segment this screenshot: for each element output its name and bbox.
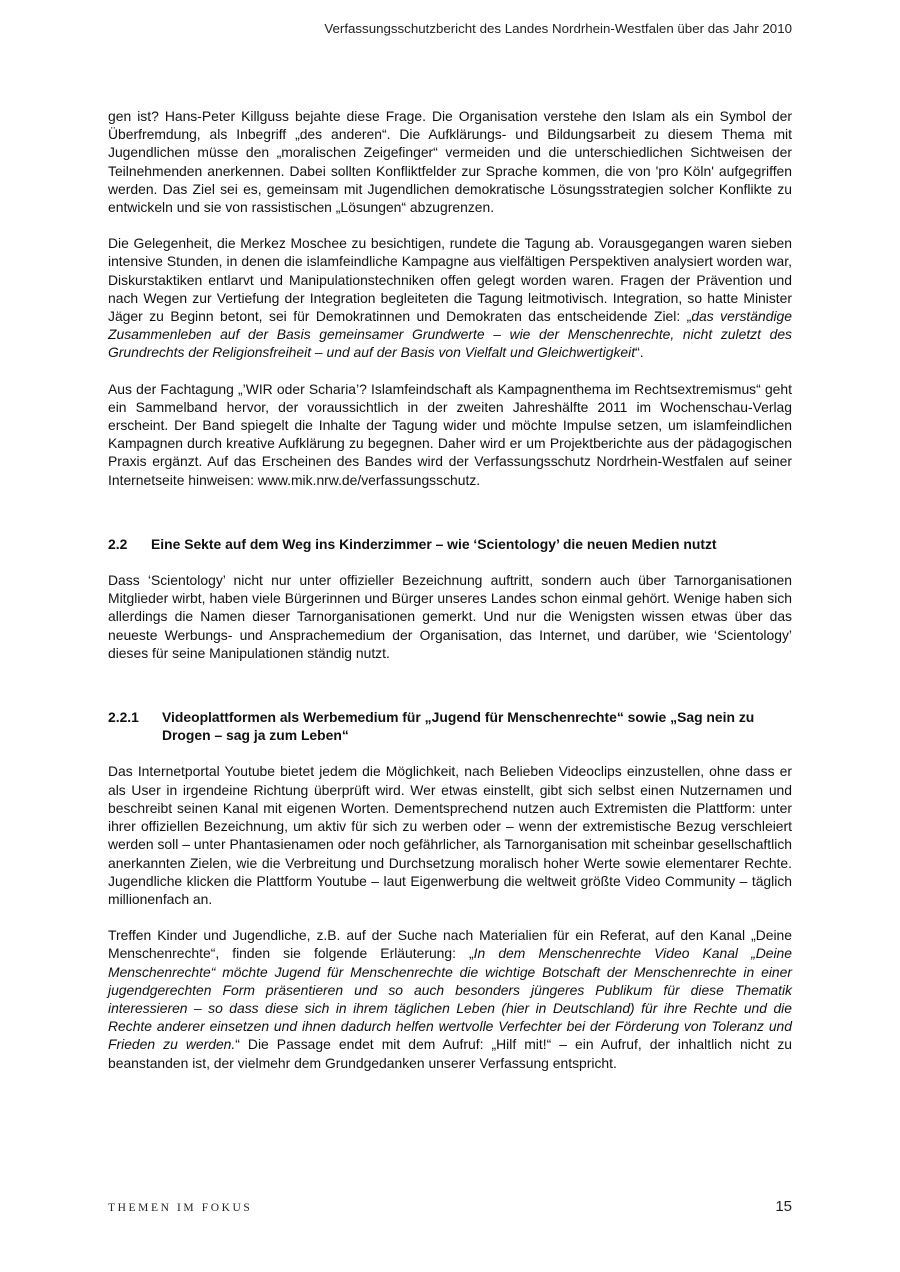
- paragraph-text: Treffen Kinder und Jugendliche, z.B. auf der Suche nach Materialien für ein Referat, auf den Kanal „Deine Menschenrechte“, finden sie folgende Erläuterung: „: [108, 927, 792, 962]
- subsection-heading: [108, 708, 792, 744]
- page-number: 15: [775, 1198, 792, 1215]
- section-title: Eine Sekte auf dem Weg ins Kinderzimmer – wie ‘Scientology’ die neuen Medien nutzt: [151, 535, 717, 552]
- section-heading: [108, 535, 792, 553]
- paragraph: Dass ‘Scientology’ nicht nur unter offizieller Bezeichnung auftritt, sondern auch über Tarnorganisationen Mitglieder wirbt, haben viele Bürgerinnen und Bürger unseres Landes schon einmal gehört. Wenige haben sich allerdings die Namen dieser Tarnorganisationen gemerkt. Und nur die Wenigsten wissen etwas über das neueste Werbungs- und Ansprachemedium der Organisation, das Internet, und darüber, wie ‘Scientology’ dieses für seine Manipulationen ständig nutzt.: [108, 572, 792, 661]
- paragraph: Das Internetportal Youtube bietet jedem die Möglichkeit, nach Belieben Videoclips einzustellen, ohne dass er als User in irgendeine Richtung überprüft wird. Wer etwas einstellt, gibt sich selbst einen Nutzernamen und beschreibt seinen Kanal mit eigenen Worten. Dementsprechend nutzen auch Extremisten die Plattform: unter ihrer offiziellen Bezeichnung, um aktiv für sich zu werben oder – wenn der extremistische Bezug verschleiert werden soll – unter Phantasienamen oder noch gefährlicher, als Tarnorganisation mit scheinbar gesellschaftlich anerkannten Zielen, wie die Verbreitung und Durchsetzung moralisch hoher Werte sowie elementarer Rechte. Jugendliche klicken die Plattform Youtube – laut Eigenwerbung die weltweit größte Video Community – täglich millionenfach an.: [108, 763, 792, 907]
- paragraph: Aus der Fachtagung „’WIR oder Scharia’? Islamfeindschaft als Kampagnenthema im Rechtsextremismus“ geht ein Sammelband hervor, der voraussichtlich in der zweiten Jahreshälfte 2011 im Wochenschau-Verlag erscheint. Der Band spiegelt die Inhalte der Tagung wider und möchte Impulse setzen, um islamfeindlichen Kampagnen durch kreative Aufklärung zu begegnen. Daher wird er um Projektberichte aus der pädagogischen Praxis ergänzt. Auf das Erscheinen des Bandes wird der Verfassungsschutz Nordrhein-Westfalen auf seiner Internetseite hinweisen: www.mik.nrw.de/verfassungsschutz.: [108, 380, 792, 488]
- subsection-number: 2.2.1: [108, 709, 139, 726]
- paragraph: gen ist? Hans-Peter Killguss bejahte diese Frage. Die Organisation verstehe den Islam als ein Symbol der Überfremdung, als Inbegriff „des anderen“. Die Aufklärungs- und Bildungsarbeit zu diesem Thema mit Jugendlichen müsse den „moralischen Zeigefinger“ vermeiden und die unterschiedlichen Sichtweisen der Teilnehmenden anerkennen. Dabei sollten Konfliktfelder zur Sprache kommen, die von 'pro Köln' aufgegriffen werden. Das Ziel sei es, gemeinsam mit Jugendlichen demokratische Lösungsstrategien solcher Konflikte zu entwickeln und sie von rassistischen „Lösungen“ abzugrenzen.: [108, 108, 792, 216]
- paragraph-text: “.: [635, 344, 644, 361]
- quote-text: das verständige Zusammenleben auf der Basis gemeinsamer Grundwerte – wie der Menschenrechte, nicht zuletzt des Grundrechts der Religionsfreiheit – und auf der Basis von Vielfalt und Gleichwertigkeit: [108, 308, 792, 361]
- paragraph-text: Die Gelegenheit, die Merkez Moschee zu besichtigen, rundete die Tagung ab. Vorausgegangen waren sieben intensive Stunden, in denen die islamfeindliche Kampagne aus vielfältigen Perspektiven analysiert worden war, Diskurstaktiken entlarvt und Manipulationstechniken offen gelegt worden waren. Fragen der Prävention und nach Wegen zur Vertiefung der Integration begleiteten die Tagung leitmotivisch. Integration, so hatte Minister Jäger zu Beginn betont, sei für Demokratinnen und Demokraten das entscheidende Ziel: „: [108, 235, 792, 325]
- quote-text: In dem Menschenrechte Video Kanal „Deine Menschenrechte“ möchte Jugend für Menschenrechte die wichtige Botschaft der Menschenrechte in einer jugendgerechten Form präsentieren und so auch besonders jüngeres Publikum für diese Thematik interessieren – so dass diese sich in ihrem täglichen Leben (hier in Deutschland) für ihre Rechte und die Rechte anderer einsetzen und ihnen dadurch helfen wertvolle Verfechter bei der Förderung von Toleranz und Frieden zu werden.: [108, 945, 792, 1053]
- main-content: [108, 107, 792, 1090]
- subsection-title: Videoplattformen als Werbemedium für „Jugend für Menschenrechte“ sowie „Sag nein zu Drogen – sag ja zum Leben“: [162, 709, 755, 744]
- paragraph-text: “ Die Passage endet mit dem Aufruf: „Hilf mit!“ – ein Aufruf, der inhaltlich nicht zu beanstanden ist, der vielmehr dem Grundgedanken unserer Verfassung entspricht.: [108, 1036, 793, 1071]
- running-header: Verfassungsschutzbericht des Landes Nordrhein-Westfalen über das Jahr 2010: [324, 21, 792, 36]
- footer-section-label: THEMEN IM FOKUS: [108, 1202, 253, 1214]
- paragraph: [108, 926, 792, 1072]
- section-number: 2.2: [108, 535, 128, 552]
- paragraph: [108, 234, 792, 361]
